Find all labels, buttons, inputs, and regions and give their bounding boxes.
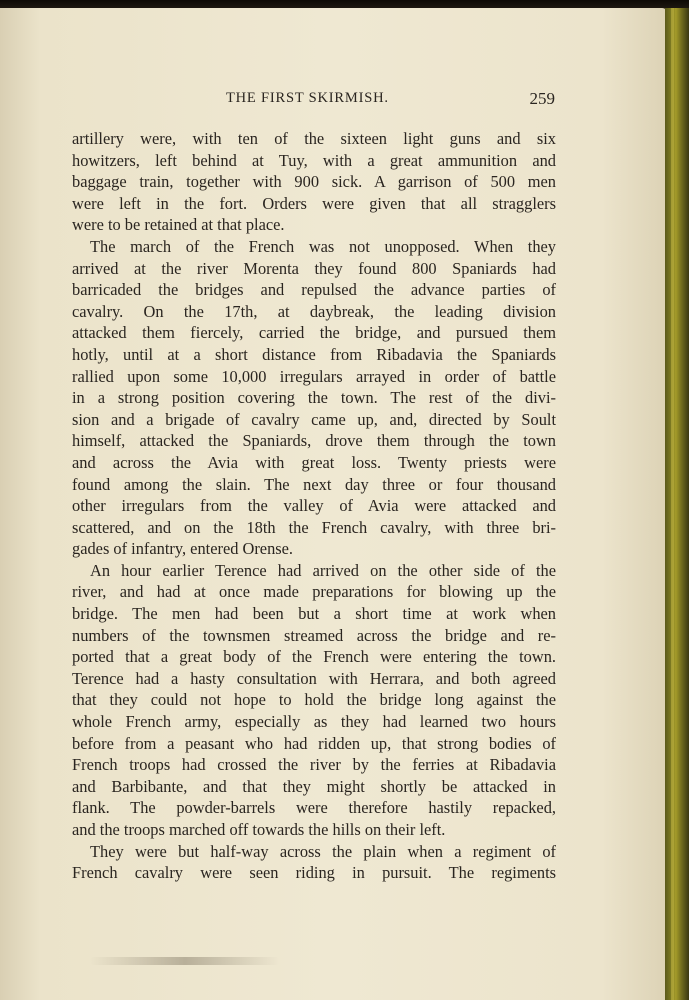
text-line: in a strong position covering the town. The rest of the divi-	[72, 388, 556, 408]
text-line: artillery were, with ten of the sixteen light guns and six	[72, 129, 556, 148]
text-line: other irregulars from the valley of Avia were attacked and	[72, 496, 556, 516]
running-head	[70, 90, 555, 112]
text-line: and across the Avia with great loss. Twenty priests were	[72, 452, 556, 472]
text-line: An hour earlier Terence had arrived on the other side of the	[90, 560, 556, 580]
text-line: They were but half-way across the plain when a regiment of	[90, 841, 556, 861]
text-line: gades of infantry, entered Orense.	[72, 539, 294, 559]
text-line: and Barbibante, and that they might shortly be attacked in	[72, 776, 556, 796]
running-head-title: THE FIRST SKIRMISH.	[226, 90, 389, 106]
paragraph	[72, 560, 556, 841]
text-line: sion and a brigade of cavalry came up, and, directed by Soult	[72, 409, 556, 429]
text-line: that they could not hope to hold the bridge long against the	[72, 690, 556, 710]
text-line: cavalry. On the 17th, at daybreak, the leading division	[72, 301, 556, 321]
text-line: were to be retained at that place.	[72, 215, 285, 235]
text-line: found among the slain. The next day three or four thousand	[72, 474, 556, 494]
text-line: numbers of the townsmen streamed across the bridge and re-	[72, 625, 556, 645]
text-line: river, and had at once made preparations for blowing up the	[72, 582, 556, 602]
paragraph	[72, 841, 556, 884]
text-line: arrived at the river Morenta they found 800 Spaniards had	[72, 258, 556, 278]
page-smudge	[90, 957, 280, 965]
text-line: French troops had crossed the river by the ferries at Ribadavia	[72, 755, 556, 775]
text-line: and the troops marched off towards the hills on their left.	[72, 820, 446, 839]
body-text	[72, 128, 556, 884]
paragraph	[72, 128, 556, 236]
text-line: scattered, and on the 18th the French cavalry, with three bri-	[72, 517, 556, 537]
text-line: The march of the French was not unopposed. When they	[90, 236, 556, 256]
text-line: howitzers, left behind at Tuy, with a great ammunition and	[72, 150, 556, 170]
book-edge	[665, 8, 689, 1000]
paragraph	[72, 236, 556, 560]
text-line: hotly, until at a short distance from Ribadavia the Spaniards	[72, 344, 556, 364]
text-line: bridge. The men had been but a short time at work when	[72, 604, 556, 624]
text-line: himself, attacked the Spaniards, drove them through the town	[72, 431, 556, 451]
text-line: were left in the fort. Orders were given that all stragglers	[72, 193, 556, 213]
text-line: flank. The powder-barrels were therefore hastily repacked,	[72, 798, 556, 818]
text-line: barricaded the bridges and repulsed the advance parties of	[72, 280, 556, 300]
text-line: attacked them fiercely, carried the bridge, and pursued them	[72, 323, 556, 343]
text-line: rallied upon some 10,000 irregulars arrayed in order of battle	[72, 366, 556, 386]
text-line: Terence had a hasty consultation with Herrara, and both agreed	[72, 668, 556, 688]
page-number: 259	[529, 89, 555, 108]
text-line: French cavalry were seen riding in pursuit. The regiments	[72, 863, 556, 883]
text-line: baggage train, together with 900 sick. A garrison of 500 men	[72, 172, 556, 192]
text-line: whole French army, especially as they had learned two hours	[72, 712, 556, 732]
text-line: ported that a great body of the French were entering the town.	[72, 647, 556, 667]
text-line: before from a peasant who had ridden up, that strong bodies of	[72, 733, 556, 753]
